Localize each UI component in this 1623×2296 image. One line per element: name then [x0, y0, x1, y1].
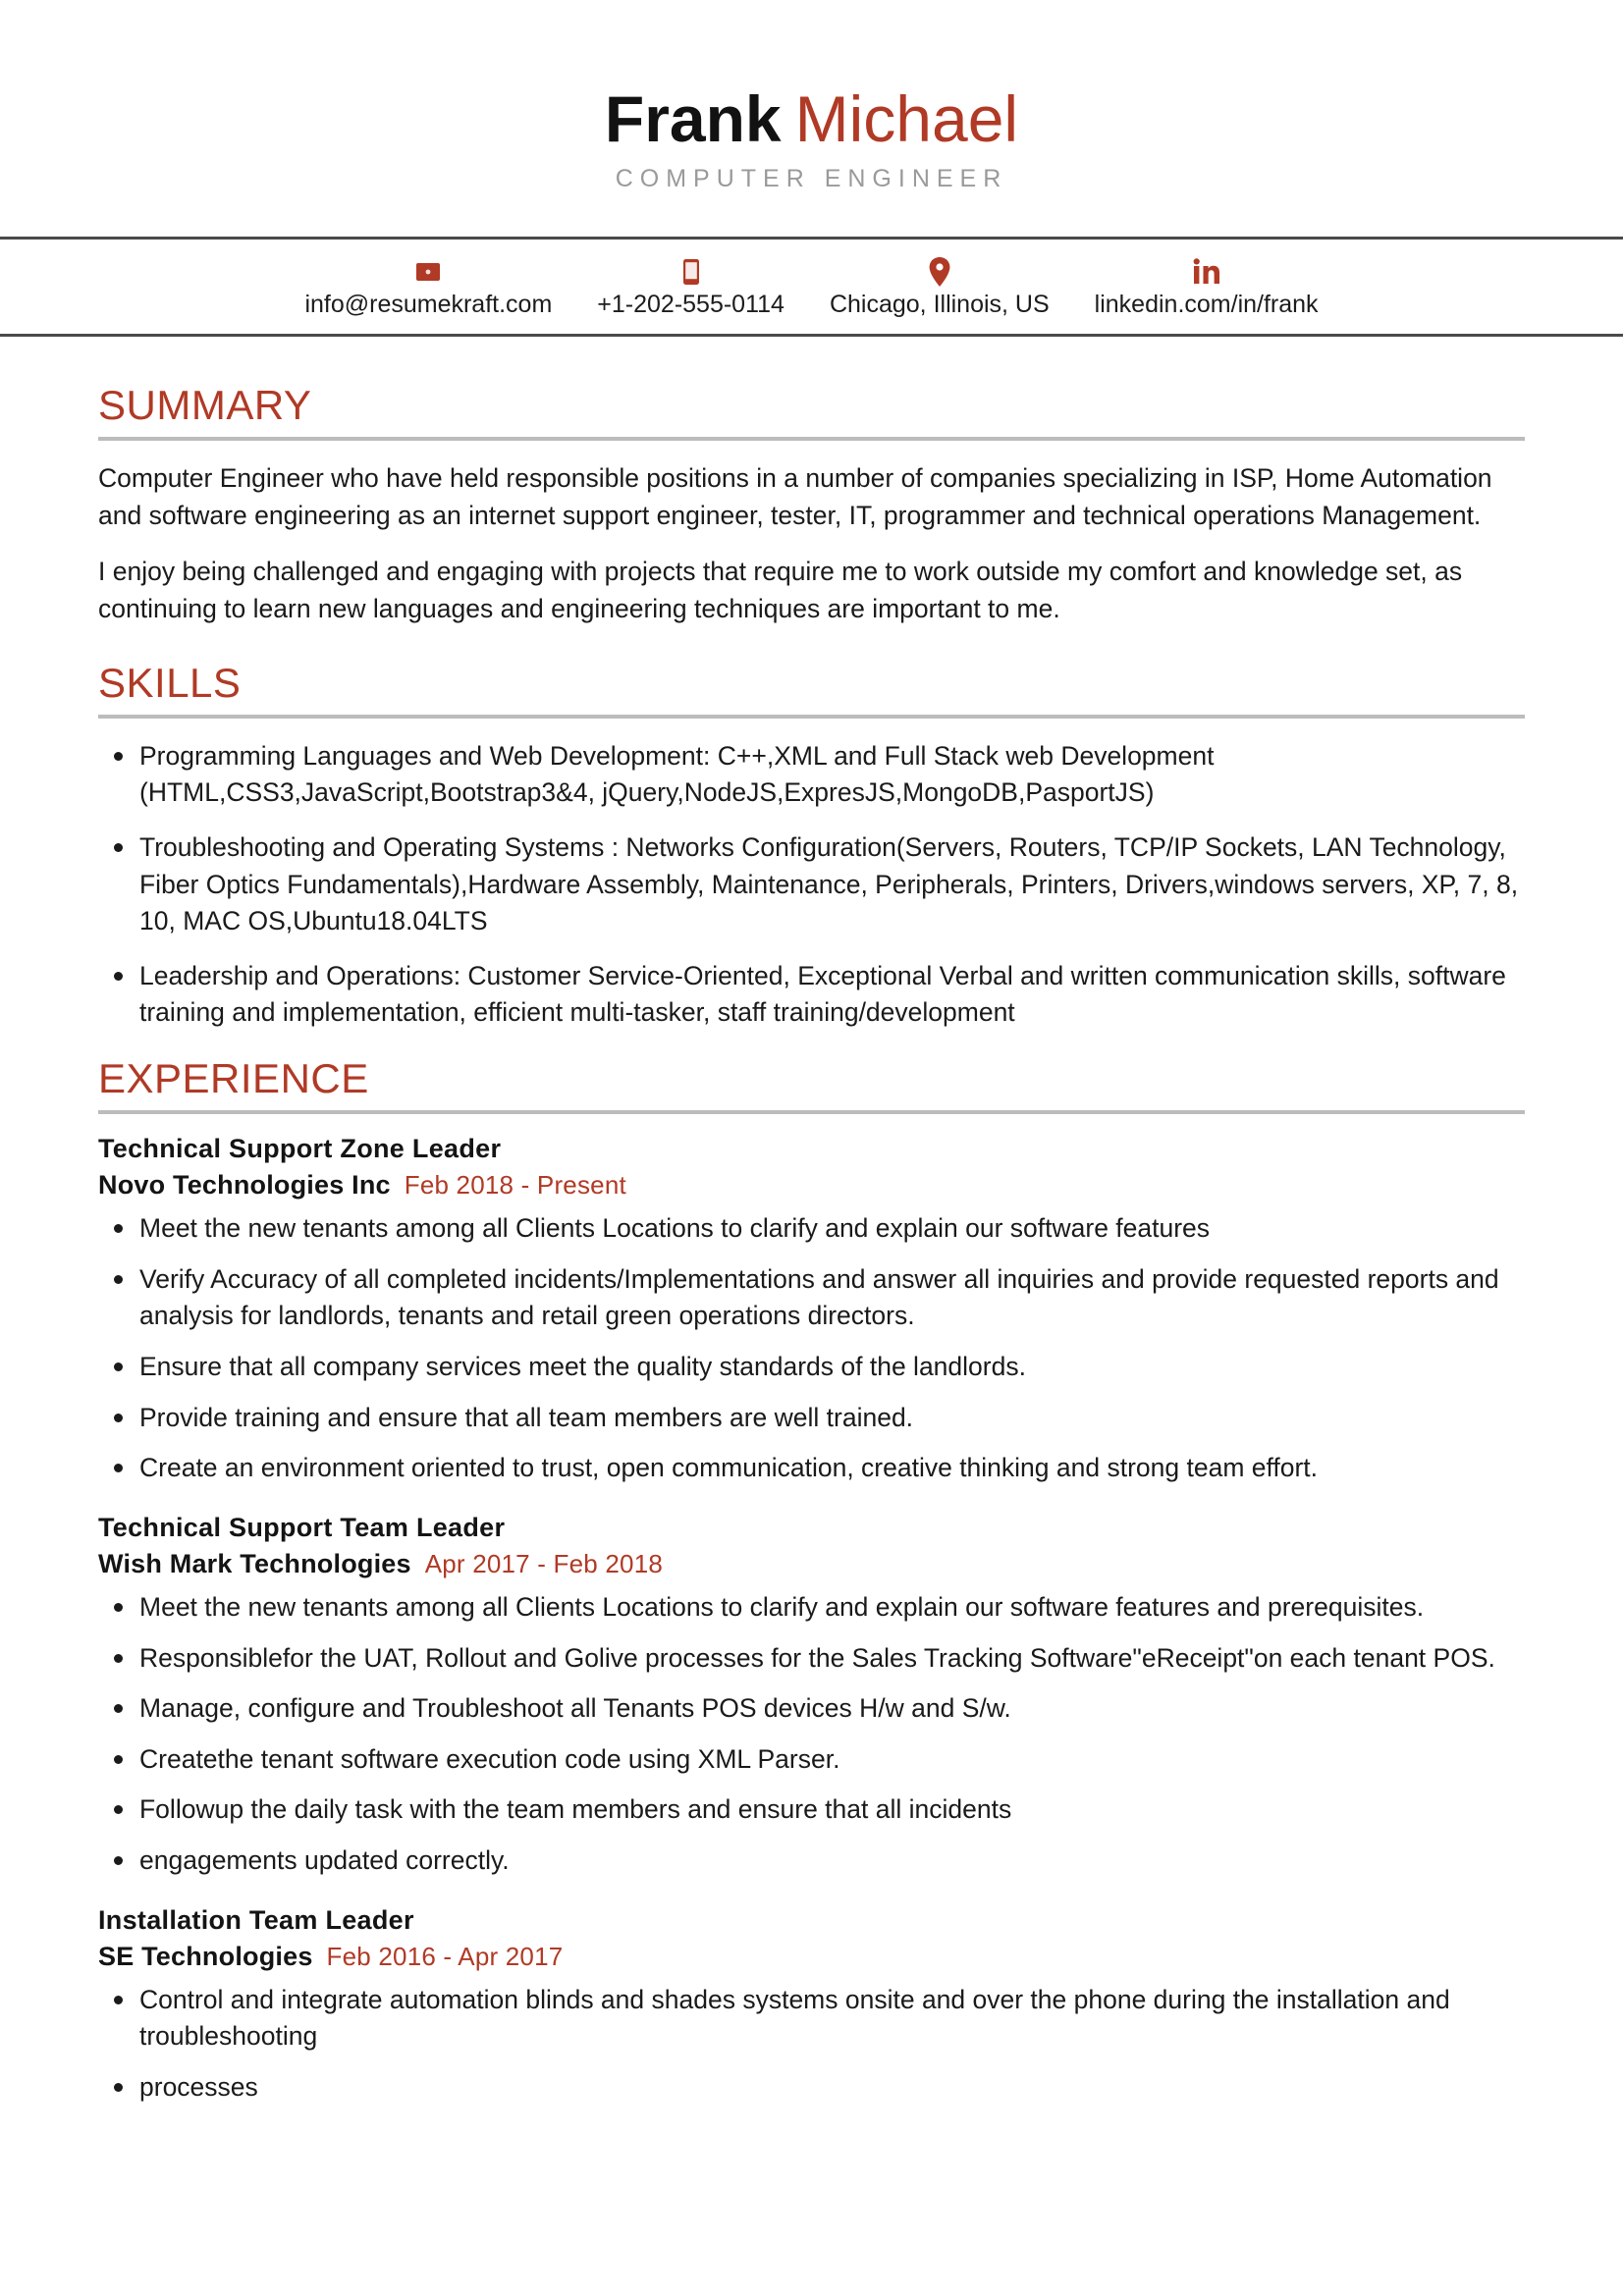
- job-bullets: [98, 1210, 1525, 1487]
- list-item: Meet the new tenants among all Clients Locations to clarify and explain our software features: [98, 1210, 1525, 1248]
- first-name: Frank: [604, 82, 782, 155]
- resume-header: [0, 0, 1623, 193]
- job-bullets: [98, 1982, 1525, 2107]
- summary-paragraph: I enjoy being challenged and engaging with projects that require me to work outside my comfort and knowledge set, as continuing to learn new languages and engineering techniques are important to me.: [98, 557, 1463, 623]
- list-item: Createthe tenant software execution code using XML Parser.: [98, 1741, 1525, 1779]
- job-company: Wish Mark Technologies: [98, 1548, 411, 1578]
- experience-entry: [98, 1134, 1525, 1487]
- location-icon: [929, 257, 950, 287]
- section-summary: [98, 384, 1525, 628]
- linkedin-icon: [1193, 257, 1220, 287]
- list-item: Programming Languages and Web Development: C++,XML and Full Stack web Development (HTML,CSS3,JavaScript,Bootstrap3&4, jQuery,NodeJS,ExpresJS,MongoDB,PasportJS): [98, 738, 1525, 812]
- candidate-job-title: COMPUTER ENGINEER: [615, 165, 1008, 192]
- contact-email-text: info@resumekraft.com: [304, 290, 553, 318]
- contact-bar: [0, 237, 1623, 337]
- last-name: Michael: [794, 82, 1019, 155]
- job-dates: Feb 2018 - Present: [404, 1170, 626, 1201]
- list-item: Leadership and Operations: Customer Service-Oriented, Exceptional Verbal and written communication skills, software training and implementation, efficient multi-tasker, staff training/development: [98, 958, 1525, 1032]
- list-item: Create an environment oriented to trust, open communication, creative thinking and strong team effort.: [98, 1450, 1525, 1487]
- list-item: Provide training and ensure that all team members are well trained.: [98, 1400, 1525, 1437]
- job-role: Technical Support Team Leader: [98, 1512, 506, 1542]
- section-title-summary: SUMMARY: [98, 382, 312, 428]
- summary-paragraph: Computer Engineer who have held responsible positions in a number of companies specializing in ISP, Home Automation and software engineering as an internet support engineer, tester, IT, programmer and technical operations Management.: [98, 463, 1492, 530]
- job-dates: Feb 2016 - Apr 2017: [326, 1941, 564, 1971]
- section-divider: [98, 715, 1525, 719]
- candidate-name: [0, 82, 1623, 155]
- list-item: Troubleshooting and Operating Systems : Networks Configuration(Servers, Routers, TCP/IP Sockets, LAN Technology, Fiber Optics Fundamentals),Hardware Assembly, Maintenance, Peripherals, Printers, Drivers,windows servers, XP, 7, 8, 10, MAC OS,Ubuntu18.04LTS: [98, 829, 1525, 940]
- list-item: Followup the daily task with the team members and ensure that all incidents: [98, 1791, 1525, 1829]
- list-item: engagements updated correctly.: [98, 1842, 1525, 1880]
- section-title-skills: SKILLS: [98, 659, 242, 706]
- job-role: Technical Support Zone Leader: [98, 1134, 502, 1164]
- resume-content: [0, 384, 1623, 2107]
- section-experience: [98, 1057, 1525, 2106]
- job-company: Novo Technologies Inc: [98, 1170, 391, 1201]
- list-item: Control and integrate automation blinds and shades systems onsite and over the phone during the installation and troubleshooting: [98, 1982, 1525, 2056]
- job-company-line: [98, 1549, 1525, 1579]
- contact-location-text: Chicago, Illinois, US: [829, 290, 1050, 318]
- contact-phone-text: +1-202-555-0114: [597, 290, 784, 318]
- section-title-experience: EXPERIENCE: [98, 1055, 369, 1102]
- section-divider: [98, 437, 1525, 441]
- job-company-line: [98, 1942, 1525, 1972]
- contact-item-location[interactable]: [830, 257, 1050, 317]
- job-company-line: [98, 1170, 1525, 1201]
- contact-item-linkedin[interactable]: [1095, 257, 1319, 317]
- contact-item-email[interactable]: [304, 257, 552, 317]
- section-skills: [98, 659, 1525, 1032]
- skills-list: [98, 738, 1525, 1032]
- spacer: [98, 1896, 1525, 1905]
- job-company: SE Technologies: [98, 1941, 313, 1971]
- job-bullets: [98, 1589, 1525, 1880]
- experience-entry: [98, 1905, 1525, 2107]
- list-item: processes: [98, 2069, 1525, 2107]
- list-item: Meet the new tenants among all Clients Locations to clarify and explain our software features and prerequisites.: [98, 1589, 1525, 1627]
- spacer: [98, 1503, 1525, 1513]
- job-role: Installation Team Leader: [98, 1904, 414, 1935]
- contact-linkedin-text: linkedin.com/in/frank: [1094, 290, 1319, 318]
- contact-item-phone[interactable]: [597, 257, 784, 317]
- list-item: Responsiblefor the UAT, Rollout and Golive processes for the Sales Tracking Software"eReceipt"on each tenant POS.: [98, 1640, 1525, 1678]
- phone-icon: [683, 257, 699, 287]
- email-icon: [416, 257, 440, 287]
- experience-entry: [98, 1513, 1525, 1880]
- job-dates: Apr 2017 - Feb 2018: [424, 1548, 664, 1578]
- list-item: Verify Accuracy of all completed incidents/Implementations and answer all inquiries and provide requested reports and analysis for landlords, tenants and retail green operations directors.: [98, 1261, 1525, 1335]
- list-item: Ensure that all company services meet the quality standards of the landlords.: [98, 1349, 1525, 1386]
- list-item: Manage, configure and Troubleshoot all Tenants POS devices H/w and S/w.: [98, 1690, 1525, 1728]
- section-divider: [98, 1110, 1525, 1114]
